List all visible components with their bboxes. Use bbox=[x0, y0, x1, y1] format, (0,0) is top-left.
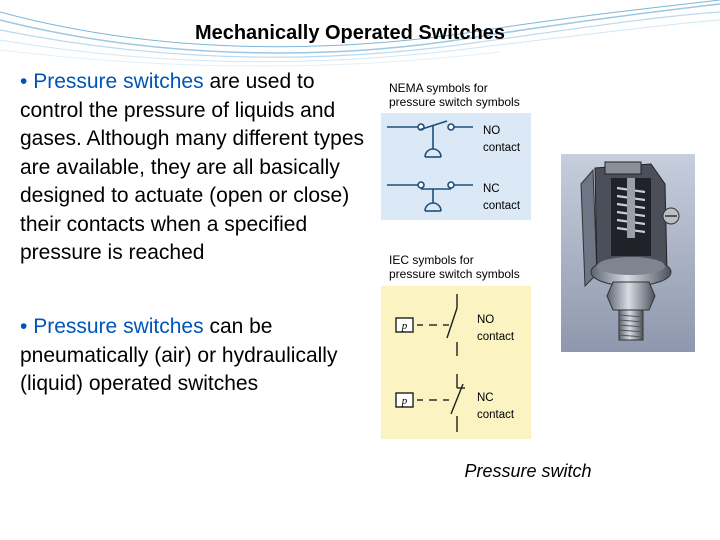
nema-caption-line-2: pressure switch symbols bbox=[389, 95, 520, 109]
bullet-marker: • bbox=[20, 315, 28, 338]
nema-nc-label-line-2: contact bbox=[483, 200, 521, 212]
iec-caption bbox=[389, 253, 520, 281]
iec-nc-p-glyph: p bbox=[401, 395, 408, 407]
nema-no-label-line-2: contact bbox=[483, 142, 521, 154]
bullet-body-text: can be pneumatically (air) or hydraulically (liquid) operated switches bbox=[20, 315, 338, 395]
iec-no-p-glyph: p bbox=[401, 320, 408, 332]
iec-no-label-line-2: contact bbox=[477, 331, 515, 343]
nema-nc-switch-symbol bbox=[387, 182, 473, 211]
bullet-paragraph-1 bbox=[20, 68, 365, 268]
iec-nc-label-line-1: NC bbox=[477, 392, 494, 404]
nema-no-switch-symbol bbox=[387, 121, 473, 157]
nema-nc-label bbox=[483, 181, 520, 215]
bullet-marker: • bbox=[20, 70, 28, 93]
nema-symbol-panel bbox=[381, 113, 531, 220]
nema-no-label-line-1: NO bbox=[483, 125, 501, 137]
nema-caption-line-1: NEMA symbols for bbox=[389, 81, 488, 95]
nema-no-label bbox=[483, 123, 520, 157]
bullet-body-text: are used to control the pressure of liquids and gases. Although many different types are available, they are all basically designed to actuate (open or close) their contacts when a specified pressure is reached bbox=[20, 70, 364, 264]
bullet-highlight-text: Pressure switches bbox=[33, 315, 204, 338]
nema-nc-label-line-1: NC bbox=[483, 183, 500, 195]
bullet-highlight-text: Pressure switches bbox=[33, 70, 204, 93]
iec-symbol-panel bbox=[381, 286, 531, 439]
slide-title: Mechanically Operated Switches bbox=[194, 22, 506, 44]
iec-nc-label bbox=[477, 390, 514, 424]
photo-caption: Pressure switch bbox=[464, 461, 592, 481]
bullet-paragraph-2 bbox=[20, 313, 365, 399]
iec-no-label bbox=[477, 312, 514, 346]
pressure-switch-photo bbox=[561, 154, 695, 352]
iec-caption-line-1: IEC symbols for bbox=[389, 253, 474, 267]
iec-caption-line-2: pressure switch symbols bbox=[389, 267, 520, 281]
nema-caption bbox=[389, 81, 520, 109]
iec-nc-label-line-2: contact bbox=[477, 409, 515, 421]
iec-no-label-line-1: NO bbox=[477, 314, 495, 326]
